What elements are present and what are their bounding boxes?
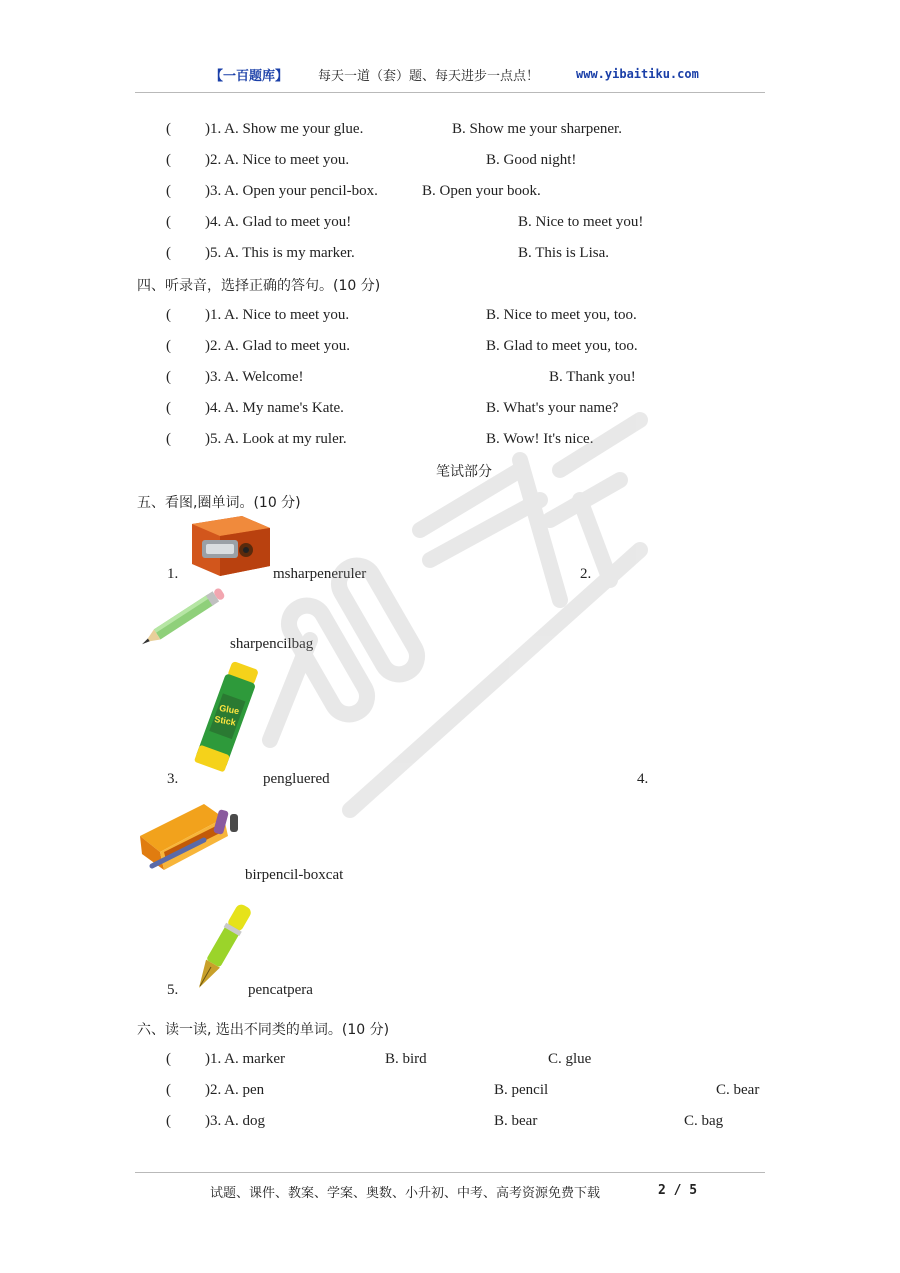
item-number: 1. xyxy=(167,566,179,582)
paren: ( xyxy=(166,431,171,447)
paren: ( xyxy=(166,183,171,199)
option-b: B. Thank you! xyxy=(549,369,636,385)
option-a: )5. A. This is my marker. xyxy=(205,245,355,261)
letter-puzzle: pengluered xyxy=(263,771,330,787)
option-b: B. Show me your sharpener. xyxy=(452,121,622,137)
option-a: )2. A. pen xyxy=(205,1082,265,1098)
written-part-heading: 笔试部分 xyxy=(436,464,492,480)
option-a: )3. A. dog xyxy=(205,1113,265,1129)
option-c: C. bag xyxy=(684,1113,724,1129)
section6-title: 六、读一读, 选出不同类的单词。(10 分) xyxy=(137,1022,390,1038)
option-b: B. Nice to meet you, too. xyxy=(486,307,637,323)
option-b: B. pencil xyxy=(494,1082,549,1098)
option-b: B. bear xyxy=(494,1113,538,1129)
pencil-box-image xyxy=(134,800,246,880)
header-brand: 【一百题库】 xyxy=(210,69,289,84)
sharpener-image xyxy=(188,514,276,578)
option-b: B. Open your book. xyxy=(422,183,541,199)
paren: ( xyxy=(166,214,171,230)
section5-title: 五、看图,圈单词。(10 分) xyxy=(137,495,301,511)
svg-text:Stick: Stick xyxy=(213,714,237,728)
paren: ( xyxy=(166,245,171,261)
item-number: 2. xyxy=(580,566,592,582)
option-b: B. Nice to meet you! xyxy=(518,214,644,230)
option-c: C. bear xyxy=(716,1082,760,1098)
option-a: )2. A. Nice to meet you. xyxy=(205,152,350,168)
paren: ( xyxy=(166,152,171,168)
footer-rule xyxy=(135,1172,765,1173)
letter-puzzle: pencatpera xyxy=(248,982,313,998)
option-b: B. Glad to meet you, too. xyxy=(486,338,638,354)
option-b: B. What's your name? xyxy=(486,400,619,416)
option-a: )3. A. Open your pencil-box. xyxy=(205,183,378,199)
option-a: )5. A. Look at my ruler. xyxy=(205,431,347,447)
option-b: B. Wow! It's nice. xyxy=(486,431,594,447)
option-a: )4. A. Glad to meet you! xyxy=(205,214,352,230)
pencil-image xyxy=(134,582,234,652)
svg-text:Glue: Glue xyxy=(218,702,240,717)
paren: ( xyxy=(166,121,171,137)
header-url[interactable]: www.yibaitiku.com xyxy=(576,67,699,81)
paren: ( xyxy=(166,369,171,385)
letter-puzzle: msharpeneruler xyxy=(273,566,367,582)
option-b: B. bird xyxy=(385,1051,427,1067)
page-number: 2 / 5 xyxy=(658,1183,698,1198)
option-a: )1. A. Nice to meet you. xyxy=(205,307,350,323)
item-number: 4. xyxy=(637,771,649,787)
item-number: 3. xyxy=(167,771,179,787)
section4-title: 四、听录音，选择正确的答句。(10 分) xyxy=(137,278,381,294)
paren: ( xyxy=(166,1113,171,1129)
paren: ( xyxy=(166,1082,171,1098)
header-slogan: 每天一道（套）题、每天进步一点点！ xyxy=(318,69,540,84)
paren: ( xyxy=(166,400,171,416)
fountain-pen-image xyxy=(192,898,252,998)
option-b: B. Good night! xyxy=(486,152,577,168)
option-a: )4. A. My name's Kate. xyxy=(205,400,344,416)
option-c: C. glue xyxy=(548,1051,592,1067)
letter-puzzle: birpencil-boxcat xyxy=(245,867,344,883)
glue-stick-image xyxy=(186,660,266,780)
paren: ( xyxy=(166,1051,171,1067)
letter-puzzle: sharpencilbag xyxy=(230,636,314,652)
header-rule xyxy=(135,92,765,93)
option-b: B. This is Lisa. xyxy=(518,245,609,261)
option-a: )1. A. marker xyxy=(205,1051,285,1067)
paren: ( xyxy=(166,338,171,354)
option-a: )2. A. Glad to meet you. xyxy=(205,338,350,354)
footer-text: 试题、课件、教案、学案、奥数、小升初、中考、高考资源免费下载 xyxy=(210,1186,601,1201)
option-a: )3. A. Welcome! xyxy=(205,369,304,385)
item-number: 5. xyxy=(167,982,179,998)
paren: ( xyxy=(166,307,171,323)
option-a: )1. A. Show me your glue. xyxy=(205,121,364,137)
